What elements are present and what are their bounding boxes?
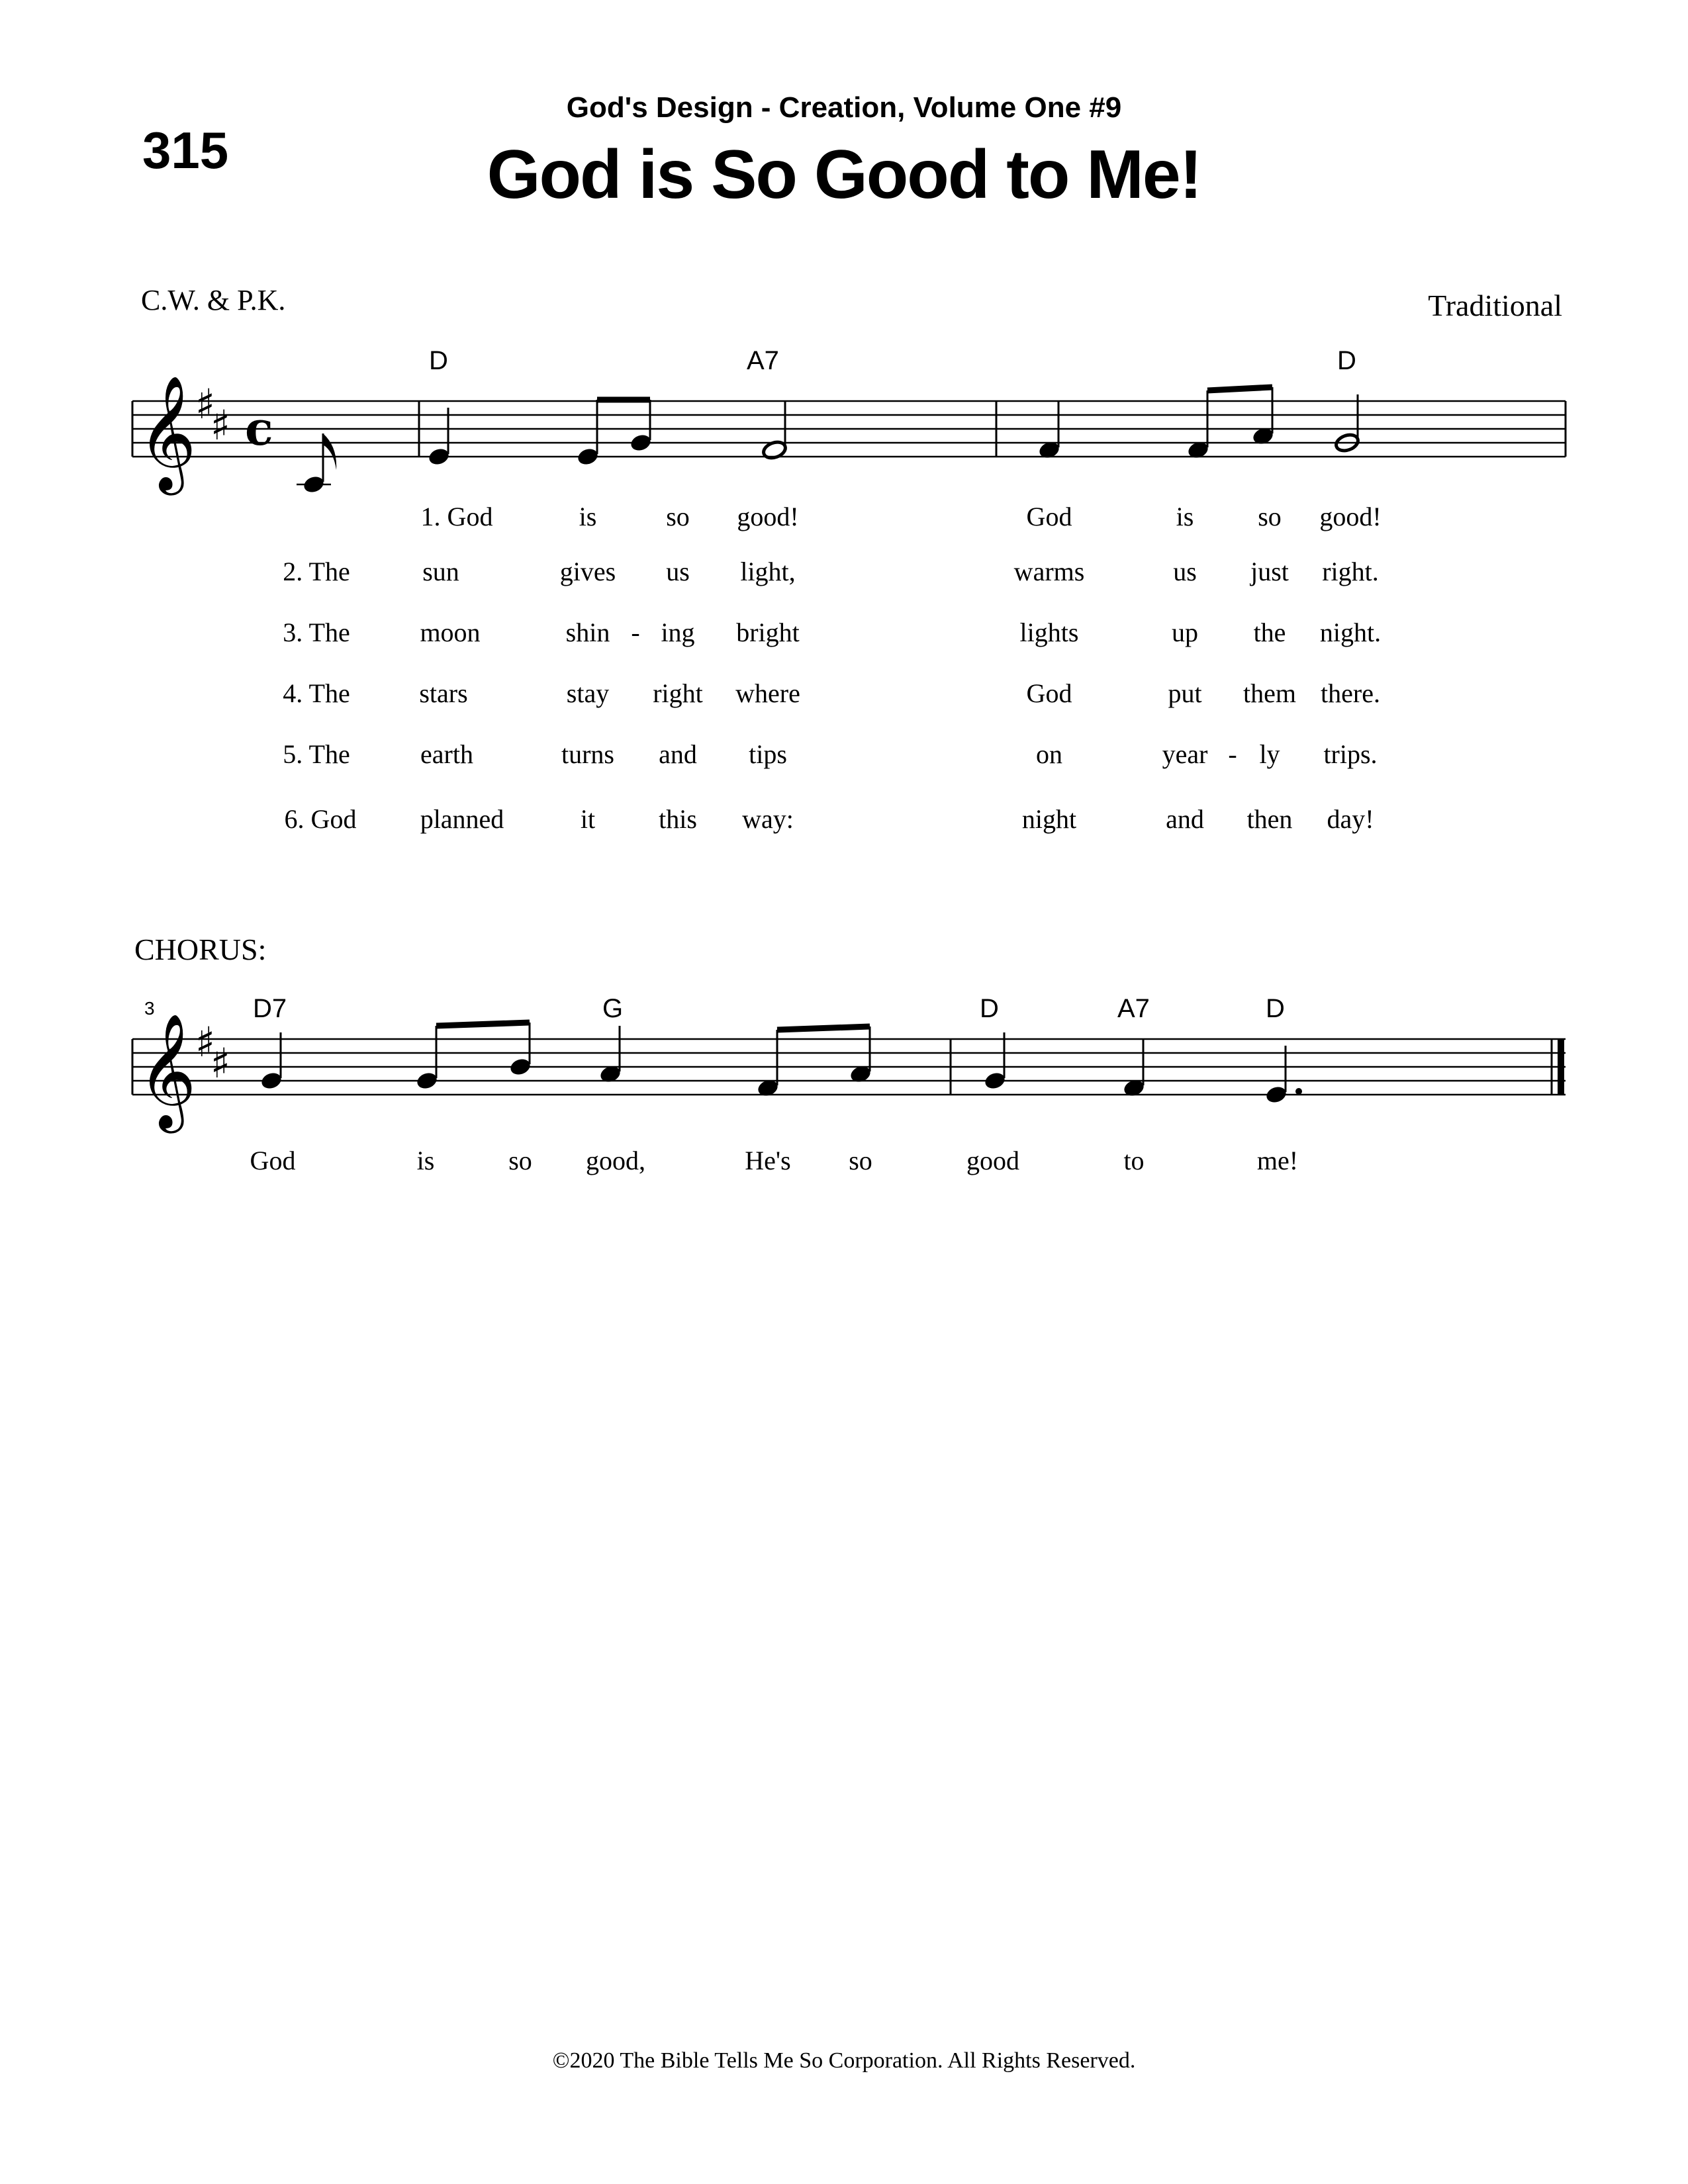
- copyright-footer: ©2020 The Bible Tells Me So Corporation. All Rights Reserved.: [552, 2048, 1136, 2073]
- lyric-syllable: then: [1246, 804, 1293, 834]
- credit-left: C.W. & P.K.: [141, 284, 286, 316]
- lyric-syllable: them: [1243, 678, 1296, 708]
- lyric-syllable: night.: [1319, 617, 1382, 647]
- lyric-syllable: bright: [736, 617, 800, 647]
- sharp-c: ♯: [211, 1039, 231, 1087]
- lyric-syllable: the: [1253, 617, 1286, 647]
- chord-symbol: D7: [253, 994, 287, 1023]
- lyric-syllable: moon: [420, 617, 481, 647]
- lyric-syllable: lights: [1019, 617, 1079, 647]
- lyric-syllable: sun: [422, 557, 459, 586]
- lyric-syllable: so: [666, 502, 690, 531]
- lyric-syllable: way:: [742, 804, 794, 834]
- lyric-syllable: light,: [740, 557, 796, 586]
- lyric-syllable: and: [659, 739, 697, 769]
- lyric-syllable: is: [1176, 502, 1194, 531]
- lyric-syllable: 1. God: [420, 502, 493, 531]
- chord-symbol: D: [1337, 346, 1356, 375]
- lyric-syllable: good!: [737, 502, 799, 531]
- lyric-syllable: stay: [566, 678, 610, 708]
- lyric-syllable: right: [653, 678, 703, 708]
- treble-clef: 𝄞: [138, 375, 197, 490]
- lyric-syllable: us: [1173, 557, 1197, 586]
- chord-symbol: A7: [747, 346, 779, 375]
- lyric-syllable: it: [580, 804, 596, 834]
- lyric-syllable: ly: [1259, 739, 1280, 769]
- sharp-c: ♯: [211, 401, 231, 449]
- lyric-syllable: turns: [561, 739, 614, 769]
- lyric-syllable: tips: [749, 739, 787, 769]
- chorus-label: CHORUS:: [134, 933, 267, 966]
- treble-clef: 𝄞: [138, 1013, 197, 1128]
- lyric-syllable: stars: [419, 678, 468, 708]
- lyric-syllable: on: [1036, 739, 1062, 769]
- lyric-syllable: God: [1026, 678, 1072, 708]
- lyric-syllable: earth: [420, 739, 473, 769]
- lyric-syllable: warms: [1013, 557, 1085, 586]
- lyric-syllable: where: [735, 678, 800, 708]
- song-title: God is So Good to Me!: [487, 136, 1201, 213]
- lyric-syllable: us: [666, 557, 690, 586]
- lyric-syllable: so: [1258, 502, 1282, 531]
- lyric-syllable: planned: [420, 804, 504, 834]
- lyric-syllable: and: [1166, 804, 1204, 834]
- lyric-syllable: 4. The: [283, 678, 350, 708]
- lyric-syllable: to: [1123, 1146, 1145, 1175]
- lyric-syllable: 5. The: [283, 739, 350, 769]
- lyric-syllable: 2. The: [283, 557, 350, 586]
- chord-symbol: D: [980, 994, 999, 1023]
- song-number: 315: [142, 121, 229, 179]
- lyric-syllable: this: [659, 804, 697, 834]
- chord-symbol: G: [602, 994, 624, 1023]
- measure-2-notes: [1037, 387, 1360, 460]
- lyric-syllable: up: [1172, 617, 1198, 647]
- lyric-syllable: ing: [661, 617, 695, 647]
- lyric-syllable: year: [1162, 739, 1208, 769]
- lyric-syllable: good!: [1319, 502, 1382, 531]
- lyric-syllable: right.: [1322, 557, 1379, 586]
- sharp-f: ♯: [195, 1018, 216, 1066]
- lyric-syllable: so: [508, 1146, 532, 1175]
- lyric-syllable: He's: [745, 1146, 791, 1175]
- lyric-syllable: 6. God: [284, 804, 357, 834]
- lyric-syllable: 3. The: [283, 617, 350, 647]
- lyric-syllable: trips.: [1323, 739, 1378, 769]
- lyric-syllable: shin: [565, 617, 610, 647]
- lyric-syllable: day!: [1327, 804, 1374, 834]
- chord-symbol: A7: [1117, 994, 1150, 1023]
- lyric-hyphen: -: [1228, 739, 1237, 769]
- lyric-syllable: night: [1021, 804, 1077, 834]
- lyric-syllable: good: [966, 1146, 1019, 1175]
- lyric-syllable: gives: [559, 557, 616, 586]
- sharp-f: ♯: [195, 380, 216, 428]
- lyric-syllable: God: [250, 1146, 296, 1175]
- credit-right: Traditional: [1428, 289, 1562, 322]
- chord-symbol: D: [1266, 994, 1285, 1023]
- lyric-syllable: there.: [1321, 678, 1380, 708]
- lyric-syllable: me!: [1256, 1146, 1299, 1175]
- staff-2: [132, 1039, 1566, 1095]
- lyric-syllable: is: [416, 1146, 435, 1175]
- lyric-hyphen: -: [631, 617, 640, 647]
- lyric-syllable: God: [1026, 502, 1072, 531]
- chord-symbol: D: [429, 346, 448, 375]
- lyric-syllable: is: [579, 502, 597, 531]
- common-time: c: [245, 401, 273, 456]
- measure-number: 3: [144, 998, 155, 1019]
- subtitle: God's Design - Creation, Volume One #9: [566, 91, 1122, 124]
- measure-3-notes: [259, 1023, 872, 1098]
- lyric-syllable: just: [1250, 557, 1289, 586]
- lyric-syllable: so: [849, 1146, 872, 1175]
- lyric-syllable: put: [1168, 678, 1202, 708]
- lyric-syllable: good,: [586, 1146, 645, 1175]
